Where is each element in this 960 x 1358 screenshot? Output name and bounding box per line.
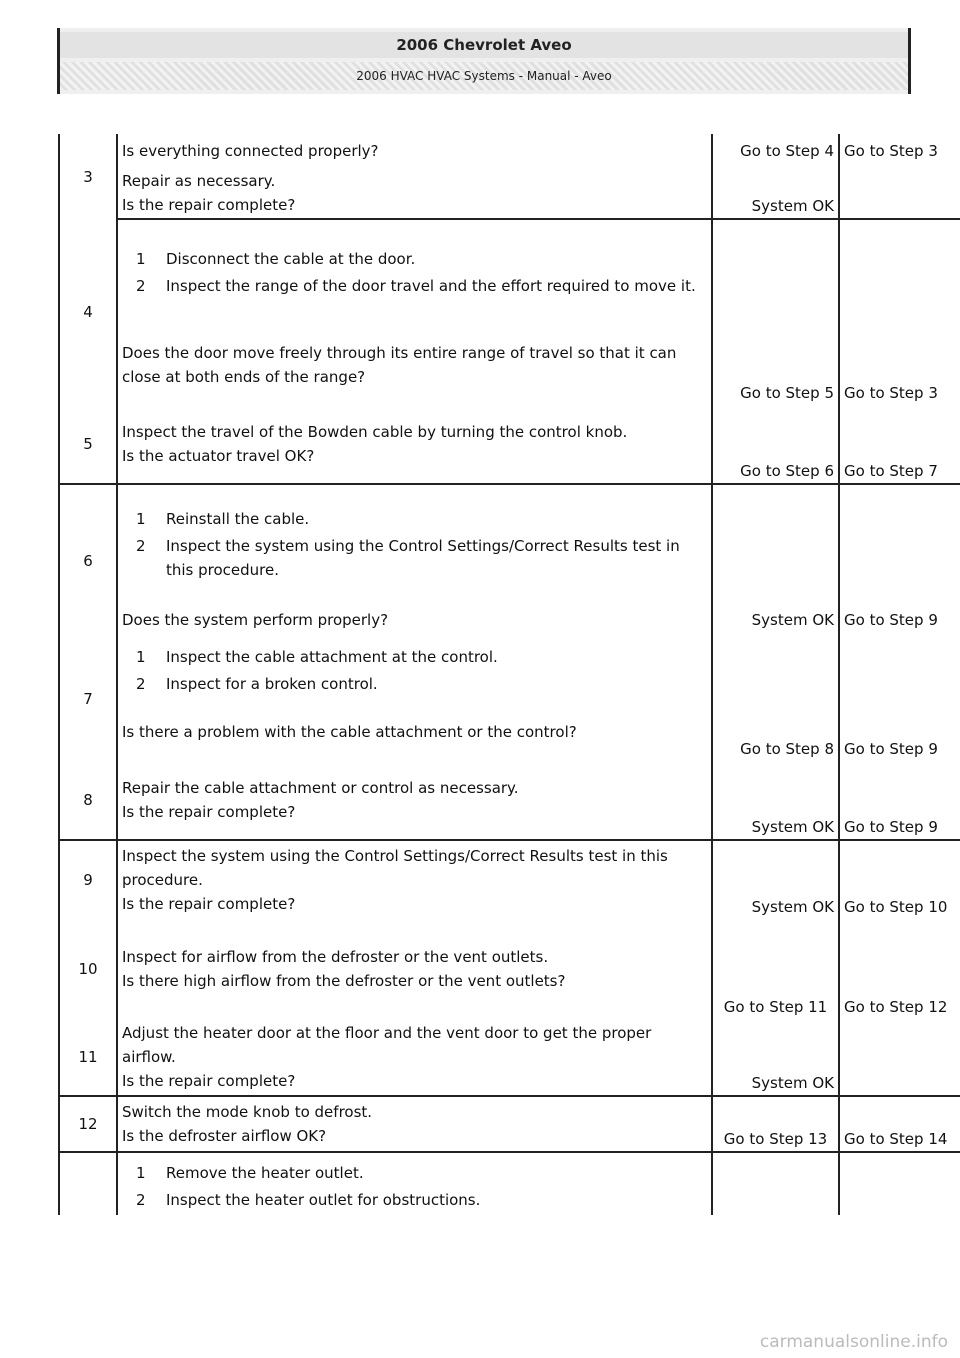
- no-result: Go to Step 3: [839, 325, 960, 405]
- yes-result: Go to Step 6: [712, 405, 839, 484]
- action-question: Is there a problem with the cable attachment or the control?: [117, 703, 712, 761]
- action-cell: [117, 919, 712, 1019]
- list-item: [122, 1188, 707, 1212]
- action-text: Repair the cable attachment or control as necessary.: [122, 779, 519, 797]
- action-list: [117, 219, 712, 325]
- yes-result: [712, 219, 839, 325]
- yes-result: Go to Step 4: [712, 134, 839, 168]
- diagnostic-table: [58, 134, 960, 1215]
- list-item-text: Inspect for a broken control.: [166, 674, 378, 693]
- no-result: [839, 219, 960, 325]
- step-number: 9: [59, 840, 117, 919]
- action-list: [117, 1152, 712, 1215]
- step-number: 10: [59, 919, 117, 1019]
- yes-result: [712, 637, 839, 703]
- watermark-text: carmanualsonline.info: [759, 1332, 948, 1352]
- action-cell: [117, 168, 712, 219]
- action-question: Is the repair complete?: [122, 803, 296, 821]
- no-result: Go to Step 10: [839, 840, 960, 919]
- list-item-number: 2: [136, 1191, 146, 1209]
- list-item-text: Disconnect the cable at the door.: [166, 250, 416, 269]
- action-cell: [117, 405, 712, 484]
- table-row: [59, 484, 960, 603]
- table-row: [59, 1019, 960, 1096]
- action-question: Does the door move freely through its entire range of travel so that it can close at both ends of the range?: [117, 325, 712, 405]
- table-row: [59, 603, 960, 637]
- list-item-text: Remove the heater outlet.: [166, 1164, 364, 1182]
- action-cell: [117, 840, 712, 919]
- list-item: [122, 672, 707, 696]
- table-row: [59, 919, 960, 1019]
- yes-result: Go to Step 8: [712, 703, 839, 761]
- no-result: [839, 637, 960, 703]
- action-text: Repair as necessary.: [122, 172, 276, 190]
- yes-result: System OK: [712, 840, 839, 919]
- list-item-number: 1: [136, 1164, 146, 1182]
- table-row: [59, 840, 960, 919]
- step-number: 12: [59, 1096, 117, 1152]
- list-item: [122, 274, 707, 298]
- no-result: Go to Step 7: [839, 405, 960, 484]
- yes-result: [712, 1152, 839, 1215]
- no-result: [839, 1152, 960, 1215]
- table-row: [59, 637, 960, 703]
- action-question: Is the repair complete?: [122, 196, 296, 214]
- action-list: [117, 637, 712, 703]
- action-text: Is everything connected properly?: [117, 134, 712, 168]
- action-text: Inspect the system using the Control Settings/Correct Results test in this procedure.: [122, 847, 668, 889]
- list-item: [122, 534, 707, 582]
- no-result: Go to Step 9: [839, 603, 960, 637]
- action-list: [117, 484, 712, 603]
- table-row: [59, 134, 960, 168]
- step-number: 4: [59, 219, 117, 405]
- step-number: 8: [59, 761, 117, 840]
- yes-result: System OK: [712, 761, 839, 840]
- action-question: Does the system perform properly?: [117, 603, 712, 637]
- list-item-text: Reinstall the cable.: [166, 509, 310, 528]
- table-row: [59, 168, 960, 219]
- no-result: Go to Step 14: [839, 1096, 960, 1152]
- action-cell: [117, 1096, 712, 1152]
- step-number: 7: [59, 637, 117, 761]
- yes-result: Go to Step 13: [712, 1096, 839, 1152]
- no-result: [839, 484, 960, 603]
- step-number: 5: [59, 405, 117, 484]
- table-row: [59, 325, 960, 405]
- no-result: Go to Step 9: [839, 761, 960, 840]
- action-text: Inspect for airflow from the defroster or the vent outlets.: [122, 948, 549, 966]
- yes-result: Go to Step 5: [712, 325, 839, 405]
- step-number: [59, 1152, 117, 1215]
- action-text: Adjust the heater door at the floor and the vent door to get the proper airflow.: [122, 1024, 652, 1066]
- yes-result: System OK: [712, 168, 839, 219]
- table-row: [59, 405, 960, 484]
- yes-result: System OK: [712, 603, 839, 637]
- no-result: Go to Step 3: [839, 134, 960, 168]
- action-cell: [117, 1019, 712, 1096]
- no-result: Go to Step 9: [839, 703, 960, 761]
- yes-result: [712, 484, 839, 603]
- action-text: Switch the mode knob to defrost.: [122, 1103, 373, 1121]
- list-item-number: 1: [136, 647, 146, 666]
- list-item-text: Inspect the cable attachment at the control.: [166, 647, 498, 666]
- step-number: 6: [59, 484, 117, 637]
- yes-result: Go to Step 11: [712, 919, 839, 1019]
- document-header: [57, 28, 911, 94]
- list-item: [122, 507, 707, 531]
- table-row: [59, 1096, 960, 1152]
- action-question: Is the repair complete?: [122, 895, 296, 913]
- list-item-number: 2: [136, 277, 146, 296]
- document-subtitle: 2006 HVAC HVAC Systems - Manual - Aveo: [60, 62, 908, 90]
- table-row: [59, 219, 960, 325]
- no-result: [839, 168, 960, 219]
- list-item: [122, 645, 707, 669]
- list-item-text: Inspect the range of the door travel and the effort required to move it.: [166, 277, 696, 296]
- step-number: 3: [59, 134, 117, 219]
- action-question: Is the defroster airflow OK?: [122, 1127, 327, 1145]
- table-row: [59, 761, 960, 840]
- action-question: Is there high airflow from the defroster or the vent outlets?: [122, 972, 566, 990]
- no-result: Go to Step 12: [839, 919, 960, 1019]
- list-item-number: 1: [136, 509, 146, 528]
- step-number: 11: [59, 1019, 117, 1096]
- yes-result: System OK: [712, 1019, 839, 1096]
- list-item: [122, 1161, 707, 1185]
- no-result: [839, 1019, 960, 1096]
- list-item-number: 2: [136, 536, 146, 555]
- list-item: [122, 247, 707, 271]
- action-text: Inspect the travel of the Bowden cable by turning the control knob.: [122, 423, 628, 441]
- list-item-text: Inspect the heater outlet for obstructions.: [166, 1191, 481, 1209]
- list-item-number: 1: [136, 250, 146, 269]
- list-item-number: 2: [136, 674, 146, 693]
- table-row: [59, 703, 960, 761]
- list-item-text: Inspect the system using the Control Settings/Correct Results test in this procedure.: [166, 536, 680, 579]
- action-question: Is the actuator travel OK?: [122, 447, 315, 465]
- document-title: 2006 Chevrolet Aveo: [60, 32, 908, 58]
- action-cell: [117, 761, 712, 840]
- table-row: [59, 1152, 960, 1215]
- action-question: Is the repair complete?: [122, 1072, 296, 1090]
